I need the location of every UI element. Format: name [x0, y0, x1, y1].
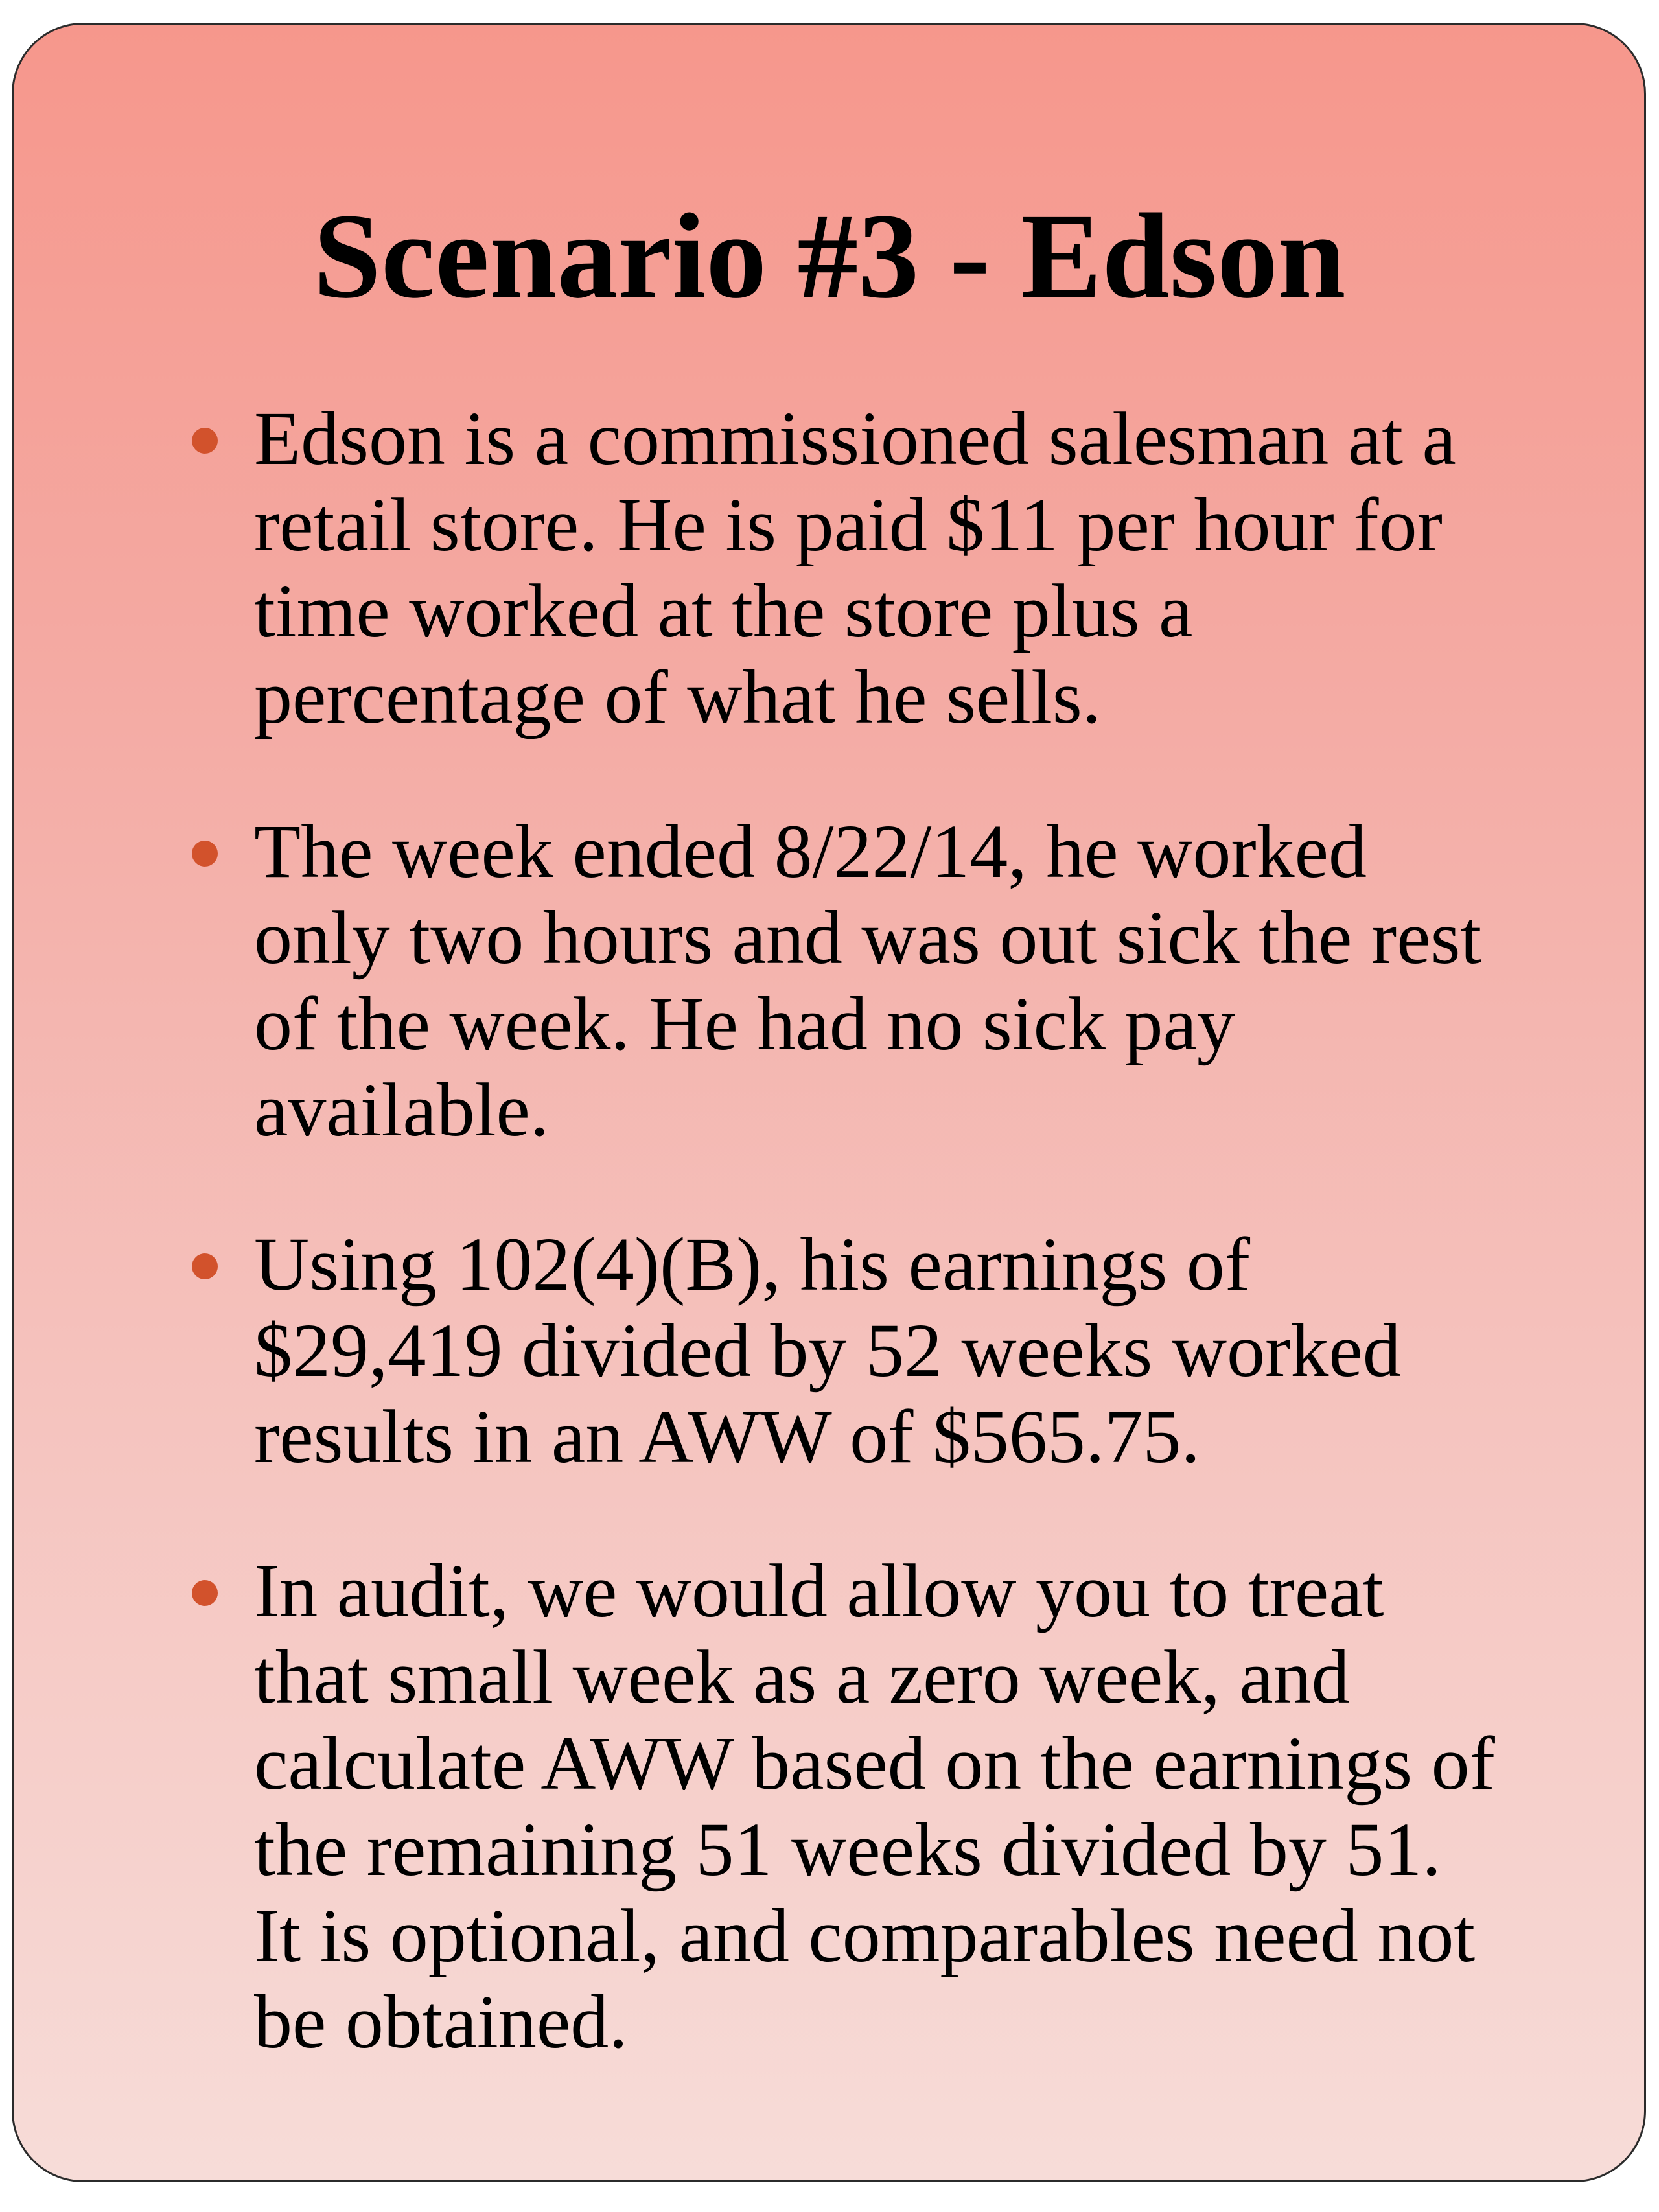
bullet-text-line: Using 102(4)(B), his earnings of	[254, 1222, 1251, 1307]
bullet-text-line: be obtained.	[254, 1979, 628, 2064]
bullet-dot-icon	[192, 1253, 218, 1279]
bullet-item	[254, 1548, 1576, 2065]
bullet-text-line: the remaining 51 weeks divided by 51.	[254, 1807, 1441, 1892]
bullet-text-line: $29,419 divided by 52 weeks worked	[254, 1308, 1401, 1393]
bullet-text-line: retail store. He is paid $11 per hour for	[254, 482, 1443, 567]
bullet-text-line: of the week. He had no sick pay	[254, 981, 1235, 1066]
bullet-item	[254, 1221, 1576, 1480]
slide-title: Scenario #3 - Edson	[313, 188, 1346, 323]
bullet-text-line: available.	[254, 1067, 550, 1152]
bullet-text-line: The week ended 8/22/14, he worked	[254, 809, 1367, 894]
bullet-item	[254, 395, 1576, 740]
bullet-dot-icon	[192, 841, 218, 867]
bullet-list	[254, 395, 1576, 2065]
bullet-text-line: that small week as a zero week, and	[254, 1635, 1350, 1719]
bullet-dot-icon	[192, 1580, 218, 1606]
bullet-text-line: time worked at the store plus a	[254, 568, 1193, 653]
bullet-text-line: In audit, we would allow you to treat	[254, 1548, 1384, 1633]
bullet-item	[254, 808, 1576, 1153]
bullet-text-line: percentage of what he sells.	[254, 655, 1102, 739]
bullet-dot-icon	[192, 428, 218, 454]
bullet-text-line: calculate AWW based on the earnings of	[254, 1721, 1495, 1806]
bullet-text-line: Edson is a commissioned salesman at a	[254, 396, 1456, 481]
bullet-text-line: results in an AWW of $565.75.	[254, 1394, 1200, 1479]
bullet-text-line: only two hours and was out sick the rest	[254, 895, 1482, 980]
bullet-text-line: It is optional, and comparables need not	[254, 1893, 1476, 1978]
